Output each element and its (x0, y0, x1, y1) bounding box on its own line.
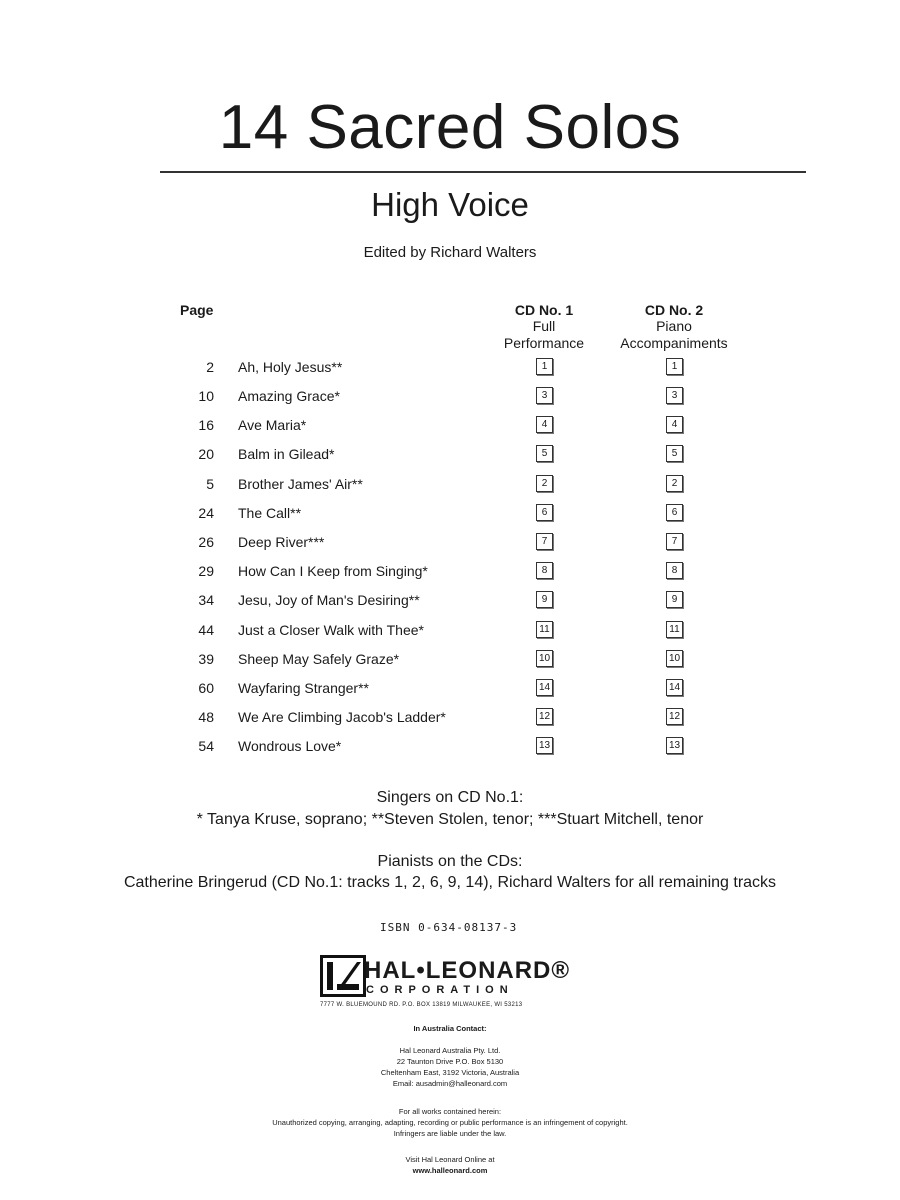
table-row (0, 616, 900, 645)
cd1-column-sub1: Full (532, 318, 556, 334)
page-number: 39 (198, 651, 214, 667)
cd1-track-box: 10 (536, 650, 553, 667)
table-row (0, 586, 900, 615)
cd2-track-box: 12 (666, 708, 683, 725)
song-title: Wondrous Love* (238, 738, 342, 754)
song-title: How Can I Keep from Singing* (238, 563, 428, 579)
cd2-track-box: 9 (666, 591, 683, 608)
table-row (0, 557, 900, 586)
table-row (0, 645, 900, 674)
page-number: 26 (198, 534, 214, 550)
cd1-track-box: 1 (536, 358, 553, 375)
page-number: 34 (198, 592, 214, 608)
page-number: 48 (198, 709, 214, 725)
cd2-track-box: 4 (666, 416, 683, 433)
cd1-track-box: 8 (536, 562, 553, 579)
song-title: Just a Closer Walk with Thee* (238, 622, 424, 638)
cd1-track-box: 4 (536, 416, 553, 433)
song-title: Sheep May Safely Graze* (238, 651, 400, 667)
cd1-column-header: CD No. 1 (514, 302, 574, 318)
visit-line: Visit Hal Leonard Online at (405, 1155, 495, 1164)
isbn: ISBN 0-634-08137-3 (380, 921, 518, 934)
table-row (0, 382, 900, 411)
table-row (0, 411, 900, 440)
australia-line1: Hal Leonard Australia Pty. Ltd. (399, 1046, 501, 1055)
page-number: 44 (198, 622, 214, 638)
publisher-corp: CORPORATION (366, 984, 514, 996)
pianists-heading: Pianists on the CDs: (377, 853, 523, 870)
page-title: 14 Sacred Solos (218, 93, 682, 162)
cd2-column-sub1: Piano (656, 318, 692, 334)
table-row (0, 499, 900, 528)
cd1-track-box: 12 (536, 708, 553, 725)
table-row (0, 440, 900, 469)
cd1-track-box: 14 (536, 679, 553, 696)
song-title: Amazing Grace* (238, 388, 340, 404)
copyright-line3: Infringers are liable under the law. (393, 1129, 507, 1138)
page-number: 60 (198, 680, 214, 696)
page-number: 24 (198, 505, 214, 521)
song-title: The Call** (238, 505, 302, 521)
table-row (0, 703, 900, 732)
cd1-track-box: 7 (536, 533, 553, 550)
table-row (0, 470, 900, 499)
australia-email: Email: ausadmin@halleonard.com (392, 1079, 508, 1088)
cd1-track-box: 9 (536, 591, 553, 608)
australia-line3: Cheltenham East, 3192 Victoria, Australia (380, 1068, 520, 1077)
editor-credit: Edited by Richard Walters (363, 244, 537, 261)
page-number: 16 (198, 417, 214, 433)
publisher-name: HAL•LEONARD® (364, 957, 571, 984)
cd1-track-box: 5 (536, 445, 553, 462)
song-title: Wayfaring Stranger** (238, 680, 369, 696)
logo-glyph (323, 958, 363, 994)
song-title: Balm in Gilead* (238, 446, 335, 462)
cd2-track-box: 7 (666, 533, 683, 550)
australia-line2: 22 Taunton Drive P.O. Box 5130 (396, 1057, 504, 1066)
cd2-track-box: 8 (666, 562, 683, 579)
pianists-text: Catherine Bringerud (CD No.1: tracks 1, 2, 6, 9, 14), Richard Walters for all remaining tracks (123, 874, 777, 891)
table-row (0, 353, 900, 382)
singers-text: * Tanya Kruse, soprano; **Steven Stolen, tenor; ***Stuart Mitchell, tenor (196, 811, 704, 828)
cd2-track-box: 10 (666, 650, 683, 667)
cd2-track-box: 14 (666, 679, 683, 696)
website-link[interactable]: www.halleonard.com (412, 1166, 488, 1175)
page-number: 5 (206, 476, 214, 492)
cd2-track-box: 5 (666, 445, 683, 462)
song-title: Ave Maria* (238, 417, 307, 433)
table-row (0, 732, 900, 761)
page-number: 29 (198, 563, 214, 579)
cd2-track-box: 3 (666, 387, 683, 404)
australia-heading: In Australia Contact: (413, 1024, 487, 1033)
cd2-column-header: CD No. 2 (644, 302, 704, 318)
cd2-track-box: 11 (666, 621, 683, 638)
cd1-track-box: 6 (536, 504, 553, 521)
hal-leonard-logo-icon (320, 955, 366, 997)
cd1-track-box: 13 (536, 737, 553, 754)
song-title: We Are Climbing Jacob's Ladder* (238, 709, 446, 725)
page-column-header: Page (180, 302, 214, 318)
cd1-track-box: 2 (536, 475, 553, 492)
title-rule (160, 171, 806, 173)
song-title: Ah, Holy Jesus** (238, 359, 343, 375)
page-number: 10 (198, 388, 214, 404)
page-subtitle: High Voice (371, 186, 529, 223)
copyright-line1: For all works contained herein: (398, 1107, 502, 1116)
page-number: 2 (206, 359, 214, 375)
cd2-track-box: 2 (666, 475, 683, 492)
table-row (0, 528, 900, 557)
song-title: Jesu, Joy of Man's Desiring** (238, 592, 420, 608)
table-row (0, 674, 900, 703)
cd2-track-box: 6 (666, 504, 683, 521)
copyright-line2: Unauthorized copying, arranging, adapting, recording or public performance is an infringement of copyright. (272, 1118, 628, 1127)
cd1-column-sub2: Performance (503, 335, 585, 351)
singers-heading: Singers on CD No.1: (376, 789, 524, 806)
page-number: 54 (198, 738, 214, 754)
song-title: Deep River*** (238, 534, 325, 550)
cd2-track-box: 13 (666, 737, 683, 754)
cd1-track-box: 3 (536, 387, 553, 404)
song-title: Brother James' Air** (238, 476, 363, 492)
cd2-column-sub2: Accompaniments (620, 335, 728, 351)
cd1-track-box: 11 (536, 621, 553, 638)
publisher-address: 7777 W. BLUEMOUND RD. P.O. BOX 13819 MILWAUKEE, WI 53213 (320, 1002, 523, 1008)
page-number: 20 (198, 446, 214, 462)
cd2-track-box: 1 (666, 358, 683, 375)
